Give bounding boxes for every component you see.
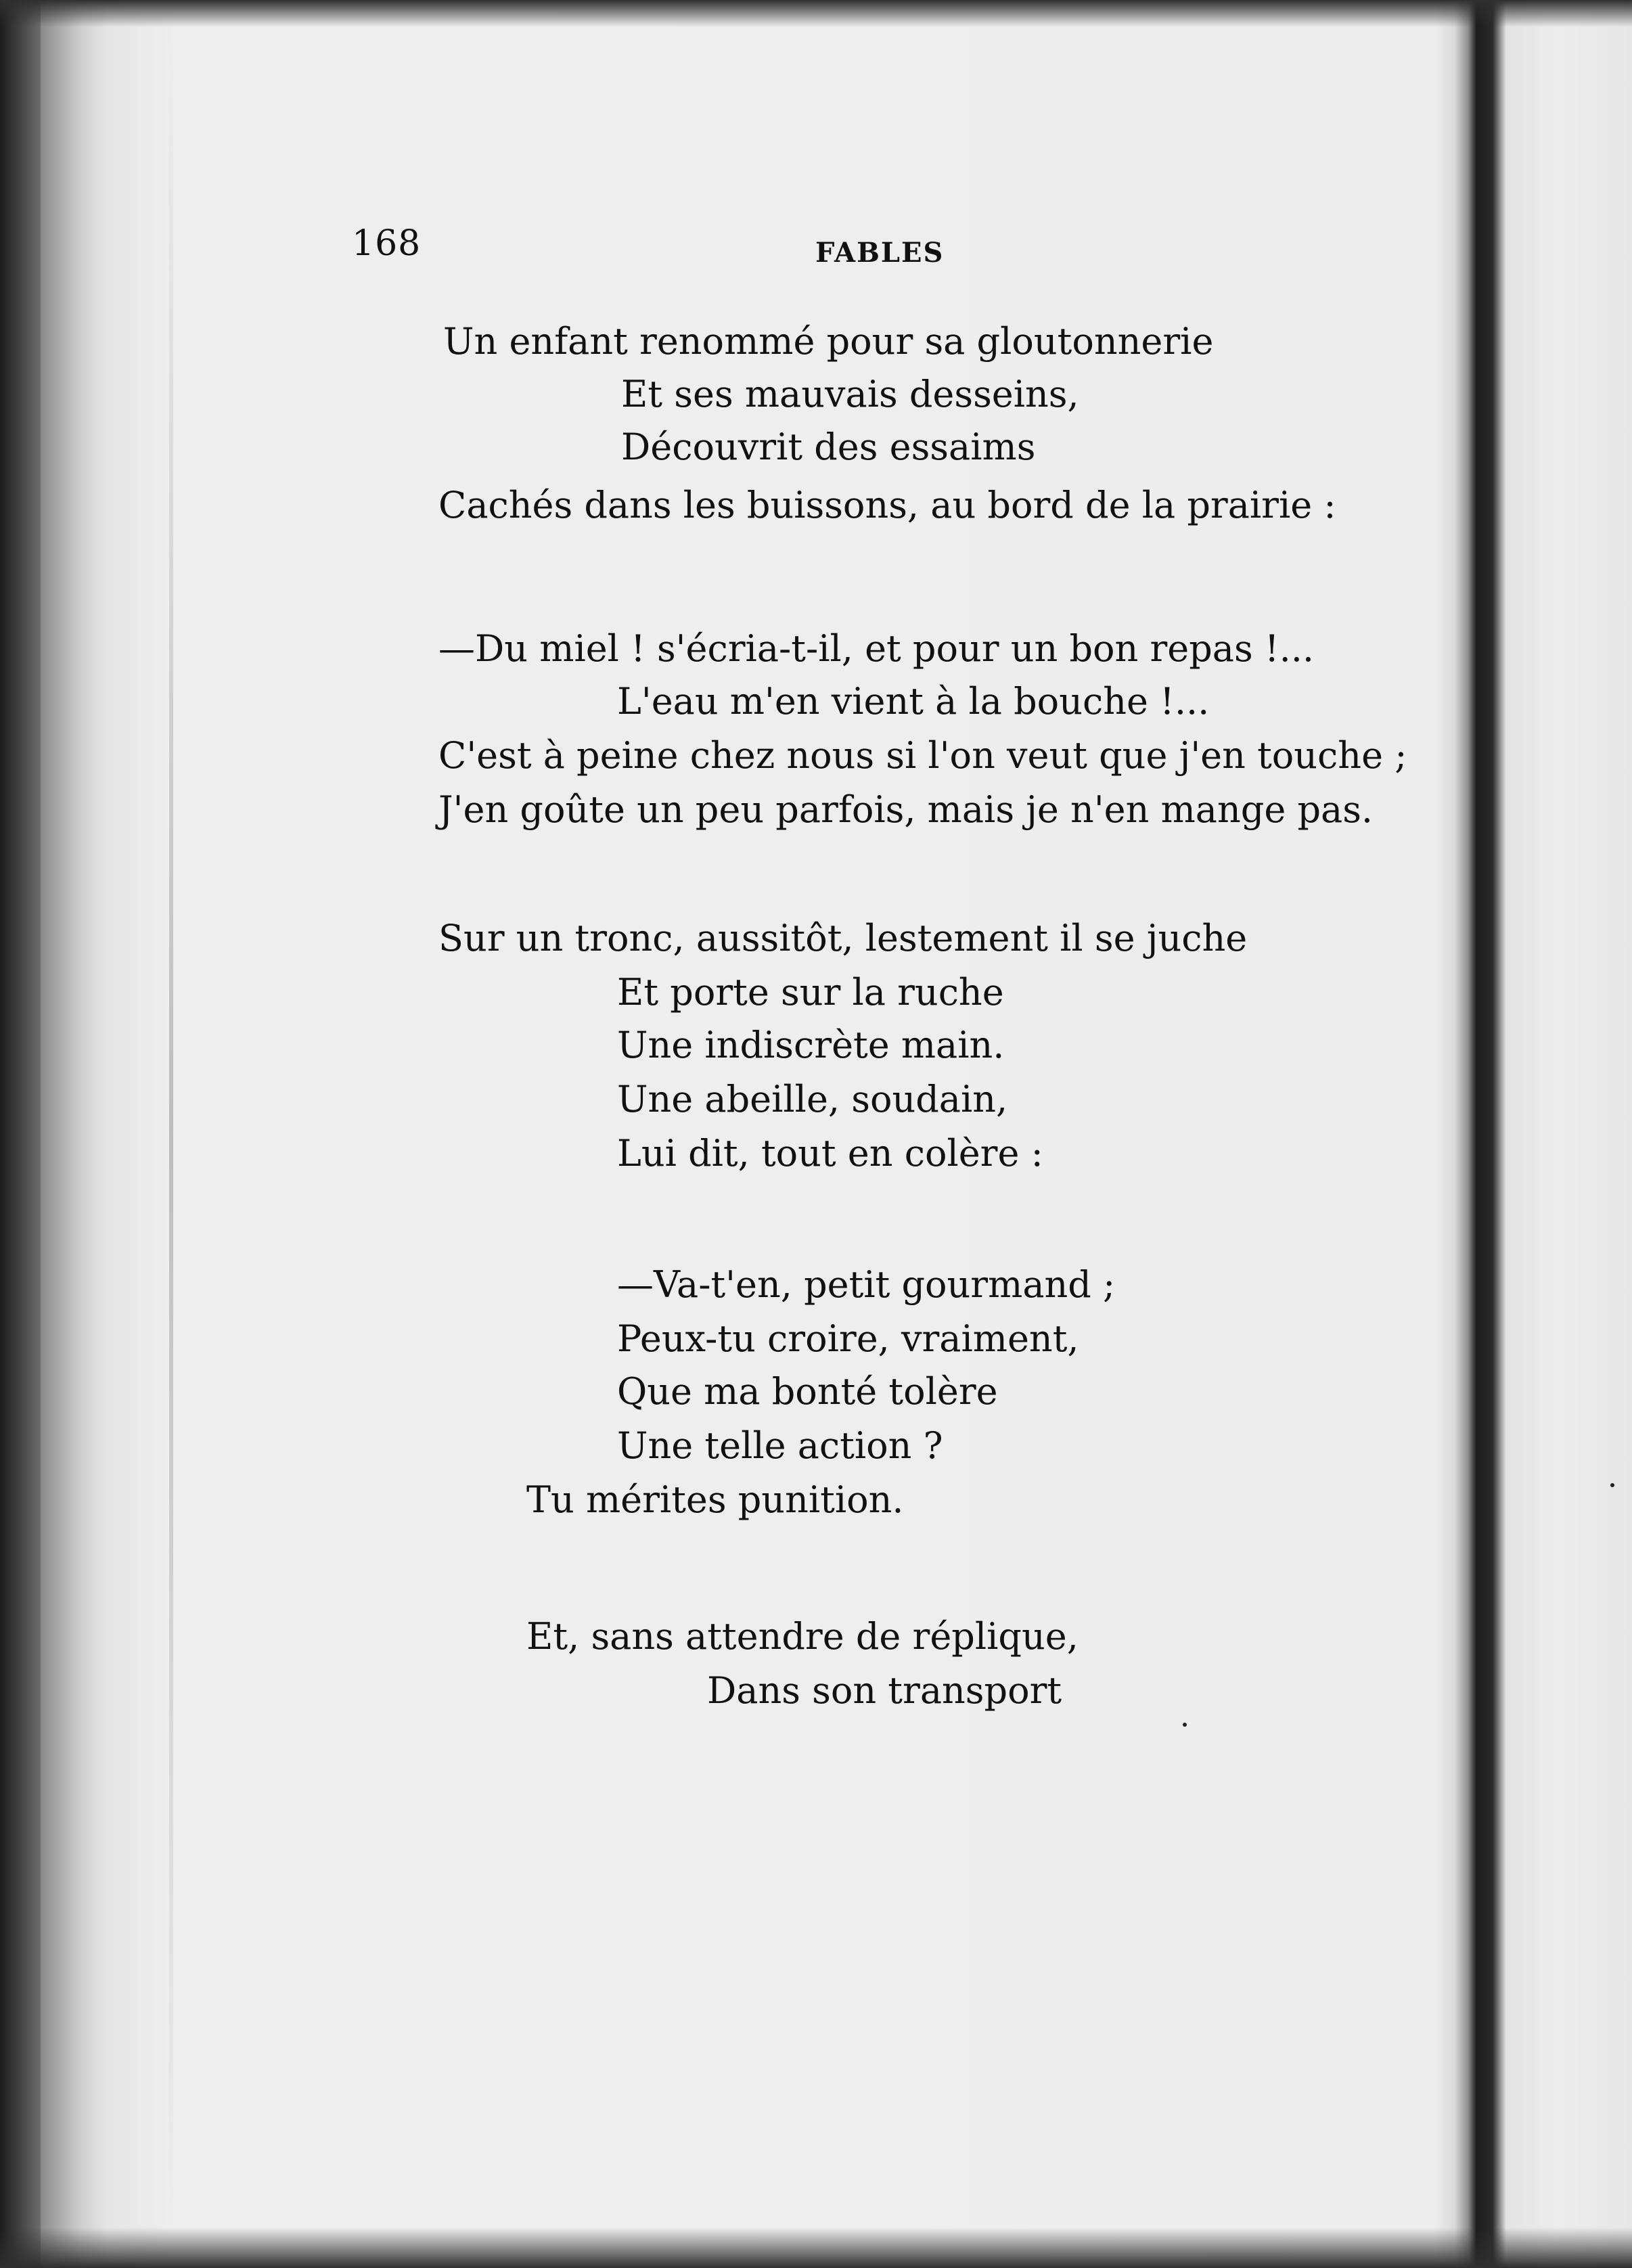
verse-line: C'est à peine chez nous si l'on veut que j'en touche ; [438,734,1407,777]
verse-line: Peux-tu croire, vraiment, [617,1317,1079,1360]
verse-line: Une abeille, soudain, [617,1078,1008,1120]
verse-line: Une telle action ? [617,1424,943,1467]
running-title: FABLES [815,237,945,269]
verse-line: Une indiscrète main. [617,1024,1005,1066]
verse-line: Et, sans attendre de réplique, [526,1615,1079,1658]
verse-line: Et ses mauvais desseins, [621,373,1079,415]
verse-line: Découvrit des essaims [621,426,1036,468]
verse-line: Et porte sur la ruche [617,971,1004,1014]
verse-line: Que ma bonté tolère [617,1370,998,1413]
verse-line: J'en goûte un peu parfois, mais je n'en mange pas. [438,788,1374,831]
verse-line: Sur un tronc, aussitôt, lestement il se juche [438,917,1248,959]
verse-line: —Du miel ! s'écria-t-il, et pour un bon repas !... [438,627,1315,670]
verse-line: Tu mérites punition. [526,1478,904,1521]
verse-line: Cachés dans les buissons, au bord de la prairie : [438,484,1336,526]
verse-line: Lui dit, tout en colère : [617,1132,1043,1175]
verse-line: Dans son transport [707,1669,1062,1712]
verse-line: L'eau m'en vient à la bouche !... [617,680,1210,723]
ink-speck [1183,1723,1187,1727]
verse-line: Un enfant renommé pour sa gloutonnerie [443,320,1214,363]
ink-speck [1610,1483,1614,1487]
verse-line: —Va-t'en, petit gourmand ; [617,1263,1116,1306]
page-number: 168 [352,223,422,264]
